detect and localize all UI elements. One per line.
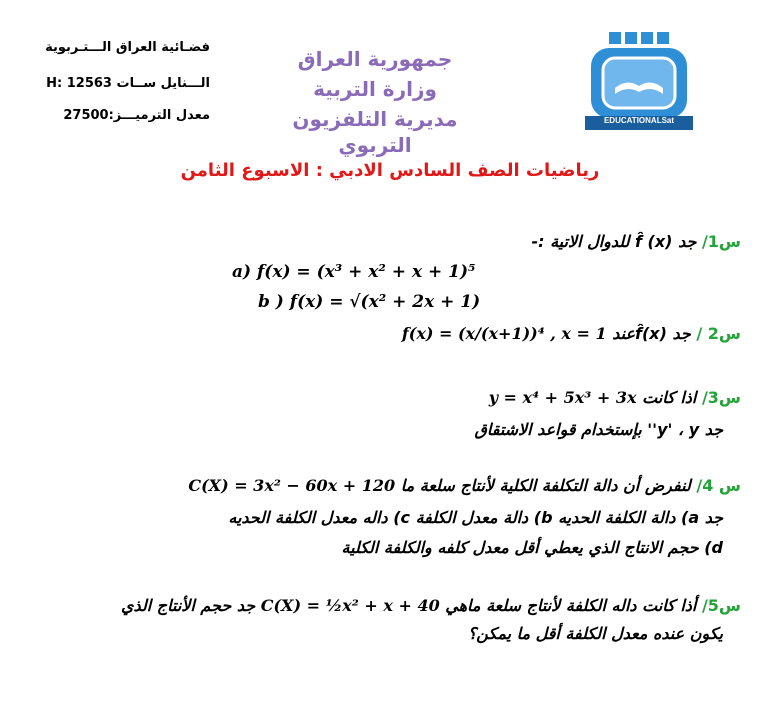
question-1-text: جد f̂ (x) للدوال الاتية :- [531,232,697,251]
logo-text: EDUCATIONALSat [603,116,675,125]
question-2-formula: f(x) = (x/(x+1))⁴ , x = 1 [401,324,607,343]
question-4-line [21,476,741,495]
question-1-number: س1/ [701,232,741,251]
question-5-formula: C(X) = ½x² + x + 40 [260,596,440,615]
page-title: رياضيات الصف السادس الادبي : الاسبوع الثامن [180,160,600,181]
question-3-subline: جد y' ، y'' بإستخدام قواعد الاشتقاق [474,420,723,439]
question-4-formula: C(X) = 3x² − 60x + 120 [188,476,396,495]
question-5-line [11,596,741,615]
frequency-info: الـــنايل ســات 12563 :H [46,76,210,91]
question-3-line [241,388,741,407]
question-4-number: س 4/ [696,476,741,495]
question-5-subline: يكون عنده معدل الكلفة أقل ما يمكن؟ [467,624,723,643]
question-2-text: جد f̂(x)عند [612,324,691,343]
question-3-number: س3/ [701,388,741,407]
ministry-line-1: جمهورية العراق [297,47,453,71]
question-3-formula: y = x⁴ + 5x³ + 3x [488,388,637,407]
question-5-text: أذا كانت داله الكلفة لأنتاج سلعة ماهي [445,596,697,615]
question-2-number: س2 / [696,324,741,343]
question-1b-formula: b ) f(x) = √(x² + 2x + 1) [258,292,481,312]
question-2-line [241,324,741,343]
ministry-line-3: مديرية التلفزيون التربوي [292,107,458,157]
channel-name: فضـائية العراق الـــتـربوية [45,40,210,55]
symbol-rate-info: معدل الترميـــز:27500 [63,108,210,123]
question-4-text: لنفرض أن دالة التكلفة الكلية لأنتاج سلعة ما [400,476,691,495]
question-5-number: س5/ [701,596,741,615]
question-3-text: اذا كانت [642,388,697,407]
ministry-line-2: وزارة التربية [313,77,437,101]
question-5-text-2: جد حجم الأنتاج الذي [120,596,256,615]
question-1-line [341,232,741,251]
question-4-subline-1: جد a) دالة الكلفة الحديه b) دالة معدل الكلفة c) داله معدل الكلفة الحديه [228,508,723,527]
question-4-subline-2: d) حجم الانتاج الذي يعطي أقل معدل كلفه والكلفة الكلية [341,538,723,557]
question-1a-formula: a) f(x) = (x³ + x² + x + 1)⁵ [232,262,476,282]
educational-sat-logo [585,28,693,132]
